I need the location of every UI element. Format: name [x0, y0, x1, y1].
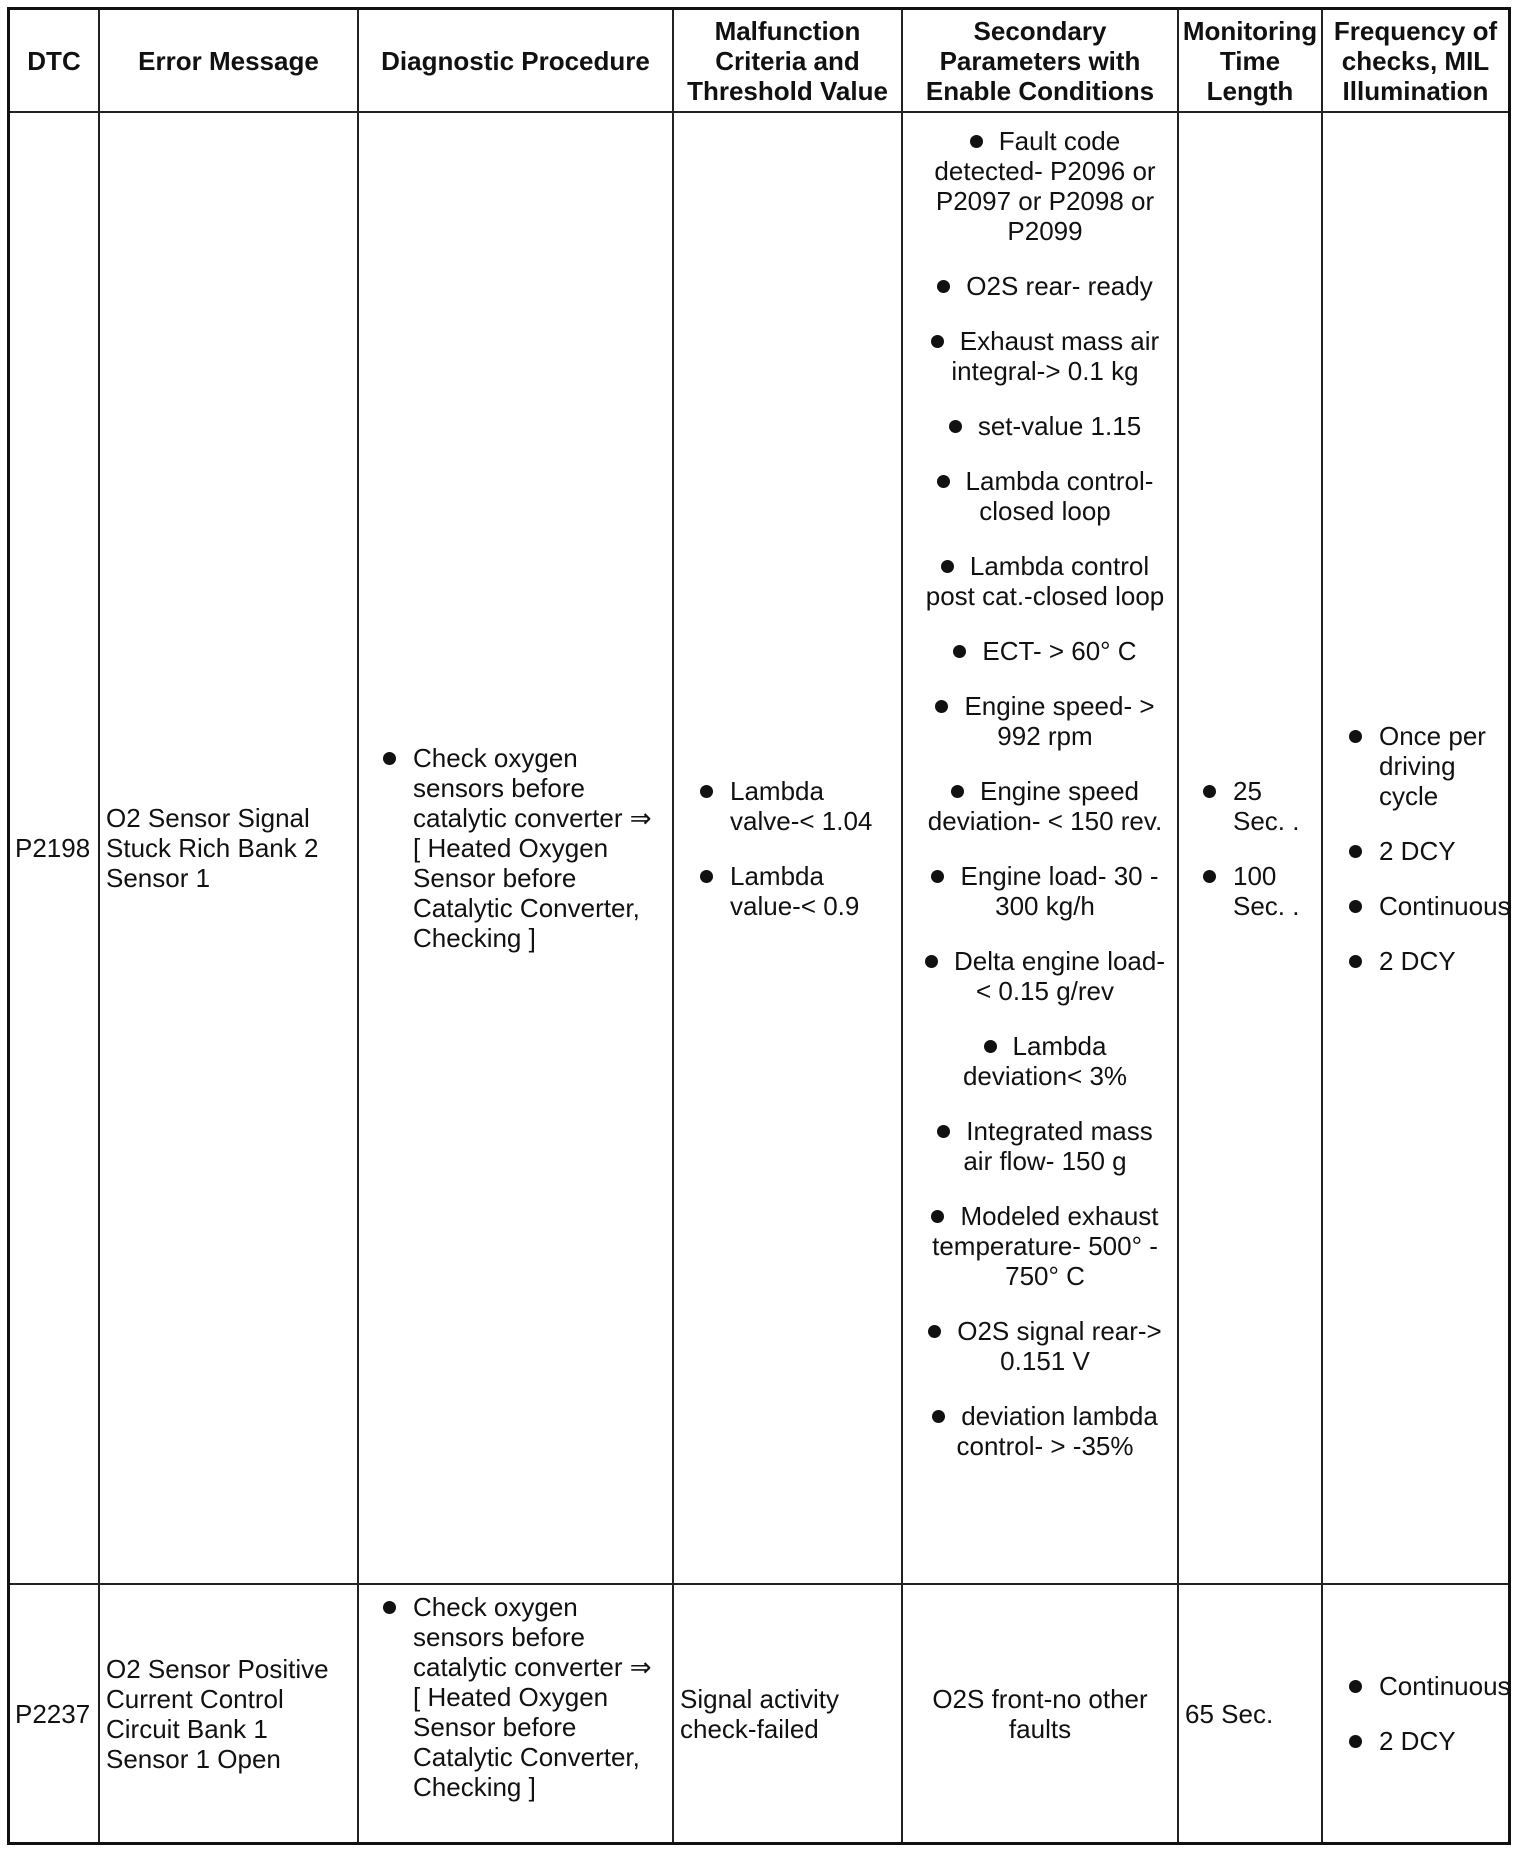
frequency-item: Once per driving cycle	[1345, 721, 1511, 811]
header-secondary-parameters	[903, 10, 1177, 111]
bullet-icon	[932, 1410, 945, 1423]
secondary-item	[923, 1116, 1167, 1176]
row-p2237-monitoring	[1179, 1585, 1321, 1842]
secondary-item-text: Lambda control post cat.-closed loop	[925, 551, 1165, 611]
bullet-icon	[953, 645, 966, 658]
secondary-item	[923, 1201, 1167, 1291]
monitoring-item: 100 Sec. .	[1199, 861, 1315, 921]
header-dtc	[10, 10, 98, 111]
header-line: Parameters with	[939, 45, 1141, 76]
bullet-icon	[925, 955, 938, 968]
criteria-text: Signal activity check-failed	[680, 1683, 839, 1744]
procedure-item: Check oxygen sensors before catalytic converter ⇒ [ Heated Oxygen Sensor before Catalytic Converter, Checking ]	[379, 743, 664, 953]
header-line: Enable Conditions	[925, 75, 1155, 106]
row-p2237-error-message	[100, 1585, 357, 1842]
frequency-item: Continuous	[1345, 891, 1511, 921]
header-error-message	[100, 10, 357, 111]
bullet-icon	[935, 700, 948, 713]
frequency-item: 2 DCY	[1345, 946, 1511, 976]
header-line: Criteria and	[715, 45, 860, 76]
row-p2237-procedure	[359, 1585, 672, 1842]
dtc-table	[7, 7, 1511, 1845]
header-monitoring-time	[1179, 10, 1321, 111]
header-line: Time	[1219, 45, 1281, 76]
procedure-item: Check oxygen sensors before catalytic converter ⇒ [ Heated Oxygen Sensor before Catalytic Converter, Checking ]	[379, 1592, 664, 1802]
header-diagnostic-procedure-label: Diagnostic Procedure	[381, 45, 650, 76]
bullet-icon	[937, 1125, 950, 1138]
frequency-item: 2 DCY	[1345, 1726, 1511, 1756]
row-p2237-dtc	[10, 1585, 98, 1842]
secondary-item-text: deviation lambda control- > -35%	[956, 1401, 1158, 1461]
secondary-item	[923, 326, 1167, 386]
secondary-item	[923, 411, 1167, 441]
dtc-code: P2198	[15, 833, 91, 863]
bullet-icon	[931, 870, 944, 883]
row-p2198-procedure	[359, 113, 672, 1583]
criteria-item: Lambda valve-< 1.04	[696, 776, 893, 836]
bullet-icon	[951, 785, 964, 798]
secondary-item	[923, 271, 1167, 301]
secondary-item	[923, 1031, 1167, 1091]
header-malfunction-criteria	[674, 10, 901, 111]
row-p2198-monitoring	[1179, 113, 1321, 1583]
monitoring-item: 25 Sec. .	[1199, 776, 1315, 836]
bullet-icon	[949, 420, 962, 433]
monitoring-text: 65 Sec.	[1185, 1698, 1274, 1729]
secondary-item	[923, 636, 1167, 666]
header-line: Frequency of	[1333, 15, 1498, 46]
secondary-item-text: Lambda deviation< 3%	[962, 1031, 1128, 1091]
criteria-item: Lambda value-< 0.9	[696, 861, 893, 921]
secondary-item	[923, 691, 1167, 751]
header-error-message-label: Error Message	[138, 45, 319, 76]
header-line: Illumination	[1342, 75, 1489, 106]
secondary-item-text: Delta engine load- < 0.15 g/rev	[953, 946, 1166, 1006]
error-message-text: O2 Sensor Signal Stuck Rich Bank 2 Sensor 1	[106, 803, 319, 893]
header-dtc-label: DTC	[27, 45, 81, 76]
frequency-item: Continuous	[1345, 1671, 1511, 1701]
header-line: Threshold Value	[687, 75, 888, 106]
secondary-item-text: Engine load- 30 - 300 kg/h	[960, 861, 1159, 921]
bullet-icon	[937, 280, 950, 293]
header-line: Malfunction	[714, 15, 861, 46]
row-p2198-dtc	[10, 113, 98, 1583]
bullet-icon	[941, 560, 954, 573]
secondary-item	[923, 126, 1167, 246]
secondary-item	[923, 551, 1167, 611]
bullet-icon	[937, 475, 950, 488]
secondary-item	[923, 1316, 1167, 1376]
secondary-item	[923, 466, 1167, 526]
secondary-item-text: Integrated mass air flow- 150 g	[963, 1116, 1153, 1176]
row-p2198-criteria	[674, 113, 901, 1583]
row-p2237-frequency	[1323, 1585, 1511, 1842]
secondary-item-text: O2S signal rear-> 0.151 V	[957, 1316, 1162, 1376]
secondary-item-text: O2S rear- ready	[966, 271, 1153, 301]
header-line: Length	[1206, 75, 1294, 106]
bullet-icon	[928, 1325, 941, 1338]
frequency-item: 2 DCY	[1345, 836, 1511, 866]
secondary-item-text: set-value 1.15	[977, 411, 1142, 441]
secondary-item-text: Engine speed deviation- < 150 rev.	[927, 776, 1163, 836]
secondary-item-text: Engine speed- > 992 rpm	[964, 691, 1155, 751]
bullet-icon	[931, 335, 944, 348]
row-p2198-error-message	[100, 113, 357, 1583]
row-p2198-secondary	[903, 113, 1177, 1583]
secondary-item-text: Exhaust mass air integral-> 0.1 kg	[951, 326, 1160, 386]
bullet-icon	[931, 1210, 944, 1223]
bullet-icon	[984, 1040, 997, 1053]
row-p2237-secondary	[903, 1585, 1177, 1842]
secondary-item-text: ECT- > 60° C	[982, 636, 1137, 666]
header-diagnostic-procedure	[359, 10, 672, 111]
secondary-item-text: Modeled exhaust temperature- 500° - 750° C	[932, 1201, 1159, 1291]
row-p2237-criteria	[674, 1585, 901, 1842]
secondary-item-text: Lambda control-closed loop	[965, 466, 1154, 526]
header-line: Monitoring	[1182, 15, 1318, 46]
secondary-text: O2S front-no other faults	[932, 1683, 1148, 1744]
header-line: checks, MIL	[1341, 45, 1490, 76]
header-frequency	[1323, 10, 1508, 111]
secondary-item	[923, 1401, 1167, 1461]
secondary-item-text: Fault code detected- P2096 or P2097 or P2098 or P2099	[934, 126, 1156, 246]
row-p2198-frequency	[1323, 113, 1511, 1583]
secondary-item	[923, 776, 1167, 836]
dtc-code: P2237	[15, 1698, 91, 1729]
secondary-item	[923, 946, 1167, 1006]
secondary-item	[923, 861, 1167, 921]
header-line: Secondary	[973, 15, 1107, 46]
bullet-icon	[970, 135, 983, 148]
error-message-text: O2 Sensor Positive Current Control Circuit Bank 1 Sensor 1 Open	[106, 1653, 329, 1774]
